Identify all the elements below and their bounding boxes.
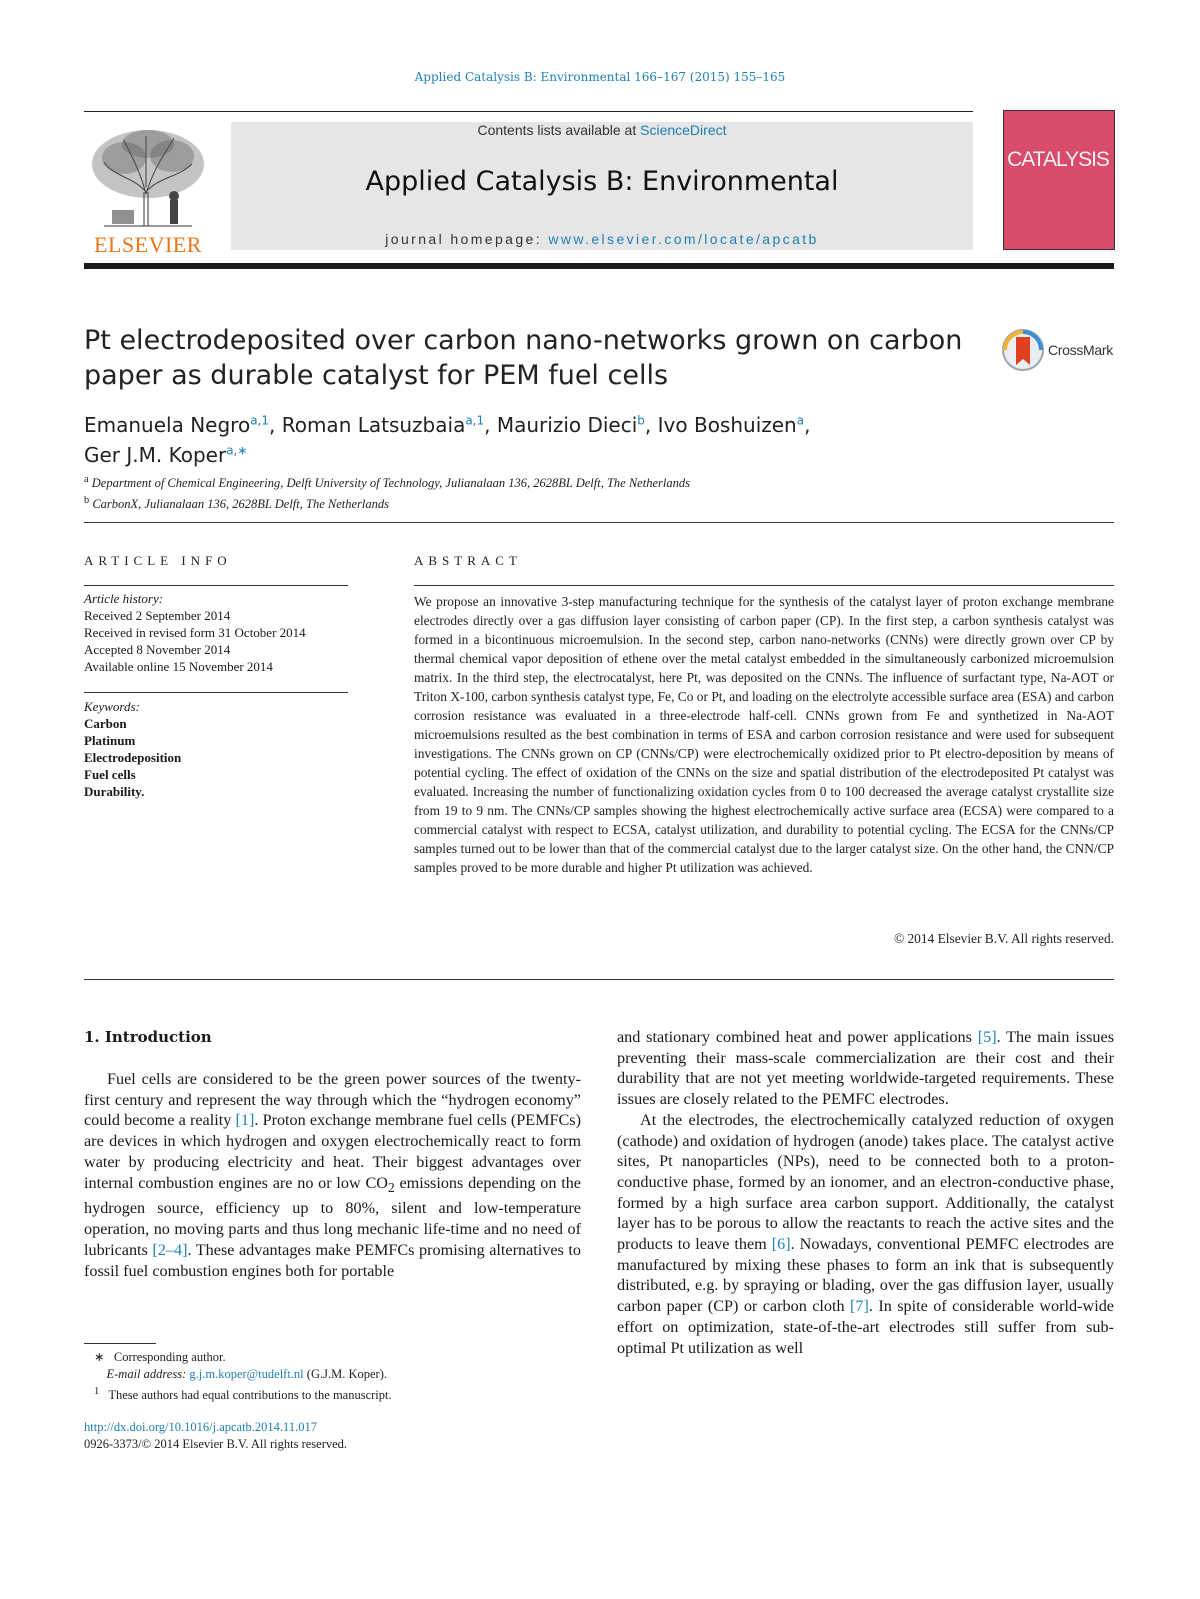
affiliation-b: $^b$ CarbonX, Julianalaan 136, 2628BL Delft, The Netherlands bbox=[84, 495, 389, 512]
citation-link[interactable]: [1] bbox=[235, 1111, 255, 1130]
elsevier-wordmark: ELSEVIER bbox=[94, 232, 202, 257]
footnote-corresponding: ∗ Corresponding author. bbox=[94, 1350, 226, 1364]
journal-citation[interactable]: Applied Catalysis B: Environmental 166–167 (2015) 155–165 bbox=[414, 70, 786, 84]
abstract-heading: ABSTRACT bbox=[414, 553, 522, 568]
citation-link[interactable]: [6] bbox=[771, 1235, 791, 1254]
keywords bbox=[84, 698, 348, 800]
citation-link[interactable]: [2–4] bbox=[152, 1240, 188, 1259]
keyword: Electrodeposition bbox=[84, 750, 182, 765]
contents-prefix: Contents lists available at bbox=[477, 122, 641, 138]
author-affiliation-marker[interactable]: a,1 bbox=[250, 413, 269, 427]
crossmark-icon[interactable] bbox=[1001, 328, 1045, 372]
citation-link[interactable]: [5] bbox=[977, 1028, 997, 1046]
body-column-left bbox=[84, 1069, 581, 1281]
footnote-rule bbox=[84, 1343, 156, 1344]
keywords-rule bbox=[84, 692, 348, 693]
keyword: Durability. bbox=[84, 784, 145, 799]
history-label: Article history: bbox=[84, 591, 164, 606]
homepage-link[interactable]: www.elsevier.com/locate/apcatb bbox=[548, 231, 819, 247]
paragraph: At the electrodes, the electrochemically catalyzed reduction of oxygen (cathode) and oxidation of hydrogen (anode) takes place. The catalyst active sites, Pt nanoparticles (NPs), need to be connected both to a proton-conductive phase, formed by an ionomer, and an electron-conductive phase, formed by a high surface area carbon support. Additionally, the catalyst layer has to be porous to allow the reactants to reach the active sites and the products to leave them [6]. Nowadays, conventional PEMFC electrodes are manufactured by mixing these phases to form an ink that is subsequently distributed, e.g. by spraying or blading, over the gas diffusion layer, usually carbon paper (CP) or carbon cloth [7]. In spite of considerable world-wide effort on optimization, state-of-the-art electrodes still suffer from sub-optimal Pt utilization as well bbox=[617, 1110, 1114, 1357]
author: Emanuela Negro$^{a,1}$, bbox=[84, 412, 282, 437]
affiliation-rule bbox=[84, 522, 1114, 523]
affiliations bbox=[84, 471, 1084, 513]
article-title: Pt electrodeposited over carbon nano-networks grown on carbon paper as durable catalyst for PEM fuel cells bbox=[84, 325, 963, 391]
history-received: Received 2 September 2014 bbox=[84, 608, 231, 623]
article-history bbox=[84, 590, 348, 675]
article-info-heading: ARTICLE INFO bbox=[84, 553, 232, 568]
section-heading-introduction: 1. Introduction bbox=[84, 1028, 212, 1046]
footnotes bbox=[84, 1349, 584, 1404]
journal-homepage-line bbox=[231, 231, 973, 247]
affiliation-a: $^a$ Department of Chemical Engineering, Delft University of Technology, Julianalaan 136, 2628BL Delft, The Netherlands bbox=[84, 474, 690, 491]
keyword: Platinum bbox=[84, 733, 136, 748]
citation-link[interactable]: [7] bbox=[850, 1297, 869, 1316]
footnote-email: E-mail address: g.j.m.koper@tudelft.nl (G.J.M. Koper). bbox=[106, 1367, 387, 1381]
abstract-rule bbox=[414, 585, 1114, 586]
abstract-text: We propose an innovative 3-step manufacturing technique for the synthesis of the catalyst layer of proton exchange membrane electrodes directly over a gas diffusion layer consisting of carbon paper (CP). In the first step, a carbon synthesis catalyst was formed in a bicontinuous microemulsion. In the second step, carbon nano-networks (CNNs) were directly grown over CP by thermal chemical vapor deposition of ethene over the metal catalyst embedded in the simultaneously carbonized microemulsion matrix. In the third step, the electrocatalyst, here Pt, was deposited on the CNNs. The influence of surfactant type, Na-AOT or Triton X-100, carbon synthesis catalyst type, Fe, Co or Pt, and loading on the electrolyte accessible surface area (ESA) and carbon corrosion resistance was evaluated in a three-electrode half-cell. CNNs grown from Fe and synthetized in Na-AOT microemulsions resulted as the best combination in terms of ESA and carbon corrosion resistance and were used for subsequent investigations. The CNNs grown on CP (CNNs/CP) were electrochemically oxidized prior to Pt electro-deposition by means of potential cycling. The effect of oxidation of the CNNs on the size and spatial distribution of the electrodeposited Pt catalyst was evaluated. Increasing the number of functionalizing oxidation cycles from 0 to 100 decreased the average catalyst crystallite size from 19 to 9 nm. The CNNs/CP samples showing the highest electrochemically active surface area (ECSA) were compared to a commercial catalyst with respect to ECSA, catalyst utilization, and durability to potential cycling. The ECSA for the CNNs/CP samples turned out to be lower than that of the commercial catalyst due to the larger catalyst size. On the other hand, the CNN/CP samples proved to be more durable and higher Pt utilization was achieved. bbox=[414, 594, 1114, 875]
author: Maurizio Dieci$^b$, bbox=[496, 412, 658, 437]
article-info-rule bbox=[84, 585, 348, 586]
keyword: Fuel cells bbox=[84, 767, 136, 782]
body-rule bbox=[84, 979, 1114, 980]
history-online: Available online 15 November 2014 bbox=[84, 659, 273, 674]
sciencedirect-link[interactable]: ScienceDirect bbox=[640, 122, 727, 138]
author-affiliation-marker[interactable]: a,1 bbox=[465, 413, 485, 427]
author-email-link[interactable]: g.j.m.koper@tudelft.nl bbox=[189, 1367, 304, 1381]
issn-line: 0926-3373/© 2014 Elsevier B.V. All rights reserved. bbox=[84, 1437, 348, 1451]
body-column-right bbox=[617, 1027, 1114, 1358]
footnote-equal-contribution: $^1$ These authors had equal contributions to the manuscript. bbox=[94, 1386, 392, 1403]
author-list bbox=[84, 407, 984, 468]
header-rule bbox=[84, 111, 973, 112]
masthead-rule bbox=[84, 263, 1114, 269]
doi-link[interactable]: http://dx.doi.org/10.1016/j.apcatb.2014.11.017 bbox=[84, 1420, 317, 1434]
author-affiliation-marker[interactable]: a,∗ bbox=[226, 443, 248, 458]
crossmark-label[interactable]: CrossMark bbox=[1048, 342, 1113, 358]
keywords-label: Keywords: bbox=[84, 699, 140, 714]
paragraph: and stationary combined heat and power applications [5]. The main issues preventing their mass-scale commercialization are their cost and their durability that are not yet meeting worldwide-targeted requirements. These issues are closely related to the PEMFC electrodes. bbox=[617, 1028, 1115, 1109]
abstract-copyright: © 2014 Elsevier B.V. All rights reserved. bbox=[893, 931, 1114, 946]
history-accepted: Accepted 8 November 2014 bbox=[84, 642, 231, 657]
author-affiliation-marker[interactable]: a bbox=[796, 413, 805, 427]
journal-cover-thumbnail[interactable] bbox=[1003, 110, 1115, 250]
author-affiliation-marker[interactable]: b bbox=[637, 413, 645, 427]
cover-title: CATALYSIS bbox=[1007, 148, 1109, 171]
doi-block bbox=[84, 1419, 584, 1453]
author: Ger J.M. Koper$^{a,∗}$ bbox=[84, 443, 248, 468]
author: Roman Latsuzbaia$^{a,1}$, bbox=[281, 412, 497, 437]
paragraph: Fuel cells are considered to be the green power sources of the twenty-first century and represent the way through which the “hydrogen economy” could become a reality [1]. Proton exchange membrane fuel cells (PEMFCs) are devices in which hydrogen and oxygen electrochemically react to form water by producing electricity and heat. Their biggest advantages over internal combustion engines are no or low $CO_2$ emissions depending on the hydrogen source, efficiency up to 80%, silent and low-temperature operation, no moving parts and thus long mechanic life-time and no need of lubricants [2–4]. These advantages make PEMFCs promising alternatives to fossil fuel combustion engines both for portable bbox=[84, 1070, 581, 1280]
journal-title: Applied Catalysis B: Environmental bbox=[365, 166, 839, 197]
homepage-label: journal homepage: bbox=[385, 231, 549, 247]
contents-line bbox=[231, 122, 973, 138]
author: Ivo Boshuizen$^a$, bbox=[657, 412, 811, 437]
keyword: Carbon bbox=[84, 716, 127, 731]
history-revised: Received in revised form 31 October 2014 bbox=[84, 625, 306, 640]
